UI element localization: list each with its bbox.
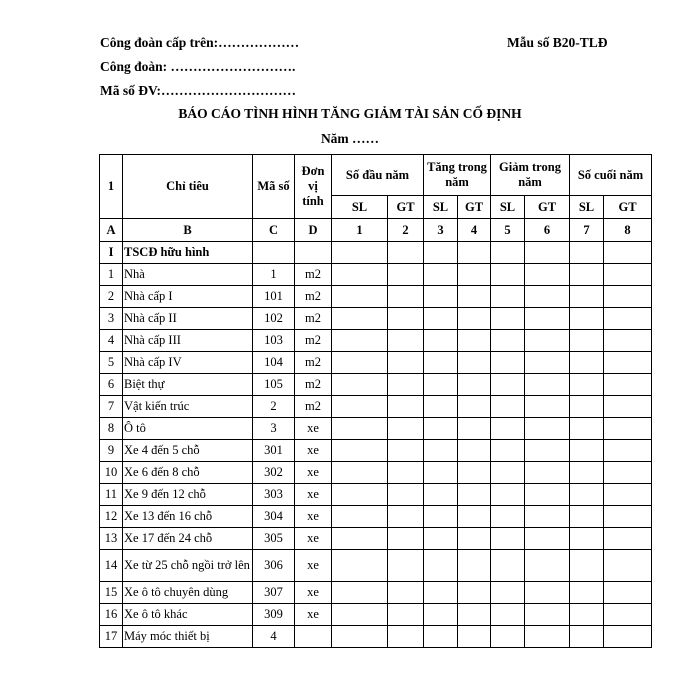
value-cell: [332, 440, 388, 462]
value-cell: [570, 604, 604, 626]
row-unit: m2: [295, 286, 332, 308]
value-cell: [525, 330, 570, 352]
value-cell: [424, 604, 458, 626]
value-cell: [604, 352, 652, 374]
row-unit: xe: [295, 418, 332, 440]
row-unit: xe: [295, 528, 332, 550]
value-cell: [604, 374, 652, 396]
row-indicator: Xe ô tô chuyên dùng: [123, 582, 253, 604]
table-row: [100, 264, 652, 286]
union-label: Công đoàn: ……………………….: [100, 59, 296, 74]
row-code: 4: [253, 626, 295, 648]
row-code: 102: [253, 308, 295, 330]
row-number: 15: [100, 582, 123, 604]
row-code: 3: [253, 418, 295, 440]
table-row: [100, 626, 652, 648]
value-cell: [525, 440, 570, 462]
row-number: 17: [100, 626, 123, 648]
header-indicator: Chỉ tiêu: [123, 155, 253, 219]
row-code: [253, 242, 295, 264]
table-row: [100, 374, 652, 396]
row-code: 307: [253, 582, 295, 604]
value-cell: [491, 462, 525, 484]
value-cell: [424, 242, 458, 264]
column-letter: 3: [424, 219, 458, 242]
value-cell: [604, 242, 652, 264]
value-cell: [458, 308, 491, 330]
value-cell: [424, 528, 458, 550]
value-cell: [570, 396, 604, 418]
value-cell: [525, 352, 570, 374]
row-indicator: Máy móc thiết bị: [123, 626, 253, 648]
value-cell: [458, 396, 491, 418]
row-number: 16: [100, 604, 123, 626]
unit-code-label: Mã số ĐV:…………………………: [100, 83, 297, 98]
row-code: 105: [253, 374, 295, 396]
value-cell: [424, 506, 458, 528]
value-cell: [458, 352, 491, 374]
table-row: [100, 418, 652, 440]
row-indicator: Xe 13 đến 16 chỗ: [123, 506, 253, 528]
value-cell: [388, 374, 424, 396]
value-cell: [491, 374, 525, 396]
value-cell: [458, 264, 491, 286]
value-cell: [388, 626, 424, 648]
row-code: 103: [253, 330, 295, 352]
row-indicator: Nhà cấp II: [123, 308, 253, 330]
value-cell: [332, 374, 388, 396]
value-cell: [388, 418, 424, 440]
value-cell: [388, 242, 424, 264]
value-cell: [570, 286, 604, 308]
value-cell: [604, 550, 652, 582]
row-indicator: Nhà: [123, 264, 253, 286]
row-number: 10: [100, 462, 123, 484]
row-number: 9: [100, 440, 123, 462]
row-unit: m2: [295, 374, 332, 396]
row-number: 6: [100, 374, 123, 396]
value-cell: [424, 352, 458, 374]
value-cell: [458, 582, 491, 604]
row-unit: m2: [295, 396, 332, 418]
column-letter: 7: [570, 219, 604, 242]
value-cell: [525, 308, 570, 330]
row-number: 11: [100, 484, 123, 506]
value-cell: [332, 264, 388, 286]
value-cell: [424, 286, 458, 308]
value-cell: [332, 242, 388, 264]
table-row: [100, 528, 652, 550]
value-cell: [604, 330, 652, 352]
column-letter: B: [123, 219, 253, 242]
header-gt: GT: [388, 196, 424, 219]
table-row: [100, 242, 652, 264]
value-cell: [458, 374, 491, 396]
table-row: [100, 286, 652, 308]
report-title: BÁO CÁO TÌNH HÌNH TĂNG GIẢM TÀI SẢN CỐ ĐỊNH: [178, 106, 522, 121]
value-cell: [332, 286, 388, 308]
value-cell: [570, 550, 604, 582]
value-cell: [458, 626, 491, 648]
value-cell: [604, 604, 652, 626]
value-cell: [525, 264, 570, 286]
row-unit: m2: [295, 308, 332, 330]
row-code: 2: [253, 396, 295, 418]
value-cell: [525, 550, 570, 582]
header-unit: Đơn vị tính: [295, 155, 332, 219]
value-cell: [424, 582, 458, 604]
column-letter: A: [100, 219, 123, 242]
table-row: [100, 352, 652, 374]
value-cell: [424, 484, 458, 506]
row-unit: xe: [295, 550, 332, 582]
header-increase: Tăng trong năm: [424, 155, 491, 196]
value-cell: [388, 396, 424, 418]
value-cell: [424, 330, 458, 352]
value-cell: [332, 528, 388, 550]
row-indicator: Ô tô: [123, 418, 253, 440]
value-cell: [424, 396, 458, 418]
value-cell: [525, 604, 570, 626]
value-cell: [570, 418, 604, 440]
value-cell: [458, 330, 491, 352]
value-cell: [604, 582, 652, 604]
value-cell: [458, 462, 491, 484]
value-cell: [458, 506, 491, 528]
value-cell: [458, 286, 491, 308]
value-cell: [388, 528, 424, 550]
table-row: [100, 396, 652, 418]
value-cell: [525, 286, 570, 308]
value-cell: [424, 626, 458, 648]
row-unit: xe: [295, 462, 332, 484]
value-cell: [570, 374, 604, 396]
value-cell: [332, 308, 388, 330]
row-number: 7: [100, 396, 123, 418]
value-cell: [424, 462, 458, 484]
column-letter: 8: [604, 219, 652, 242]
row-indicator: Nhà cấp III: [123, 330, 253, 352]
value-cell: [491, 604, 525, 626]
value-cell: [525, 484, 570, 506]
value-cell: [491, 418, 525, 440]
row-unit: m2: [295, 330, 332, 352]
value-cell: [525, 396, 570, 418]
row-indicator: Vật kiến trúc: [123, 396, 253, 418]
row-code: 306: [253, 550, 295, 582]
value-cell: [525, 418, 570, 440]
value-cell: [491, 308, 525, 330]
value-cell: [332, 550, 388, 582]
row-indicator: Xe 17 đến 24 chỗ: [123, 528, 253, 550]
column-letter: D: [295, 219, 332, 242]
header-sl: SL: [491, 196, 525, 219]
value-cell: [458, 604, 491, 626]
value-cell: [570, 626, 604, 648]
table-row: [100, 308, 652, 330]
upper-union-label: Công đoàn cấp trên:………………: [100, 35, 300, 50]
value-cell: [491, 396, 525, 418]
row-number: I: [100, 242, 123, 264]
row-unit: m2: [295, 264, 332, 286]
row-number: 5: [100, 352, 123, 374]
value-cell: [458, 528, 491, 550]
row-number: 12: [100, 506, 123, 528]
report-year: Năm ……: [320, 131, 380, 146]
value-cell: [332, 330, 388, 352]
value-cell: [332, 604, 388, 626]
value-cell: [388, 264, 424, 286]
row-unit: xe: [295, 506, 332, 528]
row-indicator: Biệt thự: [123, 374, 253, 396]
value-cell: [525, 374, 570, 396]
column-letter: 5: [491, 219, 525, 242]
row-unit: xe: [295, 484, 332, 506]
value-cell: [424, 440, 458, 462]
column-letter: 4: [458, 219, 491, 242]
value-cell: [332, 462, 388, 484]
value-cell: [332, 418, 388, 440]
table-row: [100, 604, 652, 626]
header-decrease: Giảm trong năm: [491, 155, 570, 196]
row-indicator: Xe từ 25 chỗ ngồi trở lên: [123, 550, 253, 582]
table-row: [100, 506, 652, 528]
value-cell: [491, 484, 525, 506]
value-cell: [604, 396, 652, 418]
row-unit: xe: [295, 582, 332, 604]
value-cell: [332, 506, 388, 528]
header-sl: SL: [332, 196, 388, 219]
value-cell: [424, 308, 458, 330]
value-cell: [491, 330, 525, 352]
row-number: 8: [100, 418, 123, 440]
value-cell: [604, 506, 652, 528]
column-letter-row: [100, 219, 652, 242]
value-cell: [570, 242, 604, 264]
value-cell: [491, 352, 525, 374]
value-cell: [458, 242, 491, 264]
row-unit: [295, 626, 332, 648]
value-cell: [525, 506, 570, 528]
value-cell: [332, 484, 388, 506]
value-cell: [388, 352, 424, 374]
value-cell: [458, 550, 491, 582]
header-code: Mã số: [253, 155, 295, 219]
row-code: 304: [253, 506, 295, 528]
value-cell: [332, 352, 388, 374]
value-cell: [332, 626, 388, 648]
row-code: 303: [253, 484, 295, 506]
row-indicator: Nhà cấp IV: [123, 352, 253, 374]
header-gt: GT: [525, 196, 570, 219]
row-code: 305: [253, 528, 295, 550]
column-letter: 6: [525, 219, 570, 242]
value-cell: [525, 528, 570, 550]
table-row: [100, 484, 652, 506]
header-sl: SL: [570, 196, 604, 219]
row-code: 101: [253, 286, 295, 308]
value-cell: [424, 374, 458, 396]
value-cell: [424, 550, 458, 582]
value-cell: [570, 264, 604, 286]
value-cell: [570, 484, 604, 506]
asset-report-table: [99, 154, 652, 648]
value-cell: [570, 352, 604, 374]
value-cell: [491, 506, 525, 528]
value-cell: [491, 440, 525, 462]
row-code: 302: [253, 462, 295, 484]
row-indicator: Xe 6 đến 8 chỗ: [123, 462, 253, 484]
value-cell: [458, 418, 491, 440]
value-cell: [332, 582, 388, 604]
row-code: 1: [253, 264, 295, 286]
value-cell: [491, 286, 525, 308]
value-cell: [525, 582, 570, 604]
value-cell: [458, 440, 491, 462]
row-unit: xe: [295, 604, 332, 626]
row-number: 13: [100, 528, 123, 550]
value-cell: [424, 264, 458, 286]
value-cell: [570, 582, 604, 604]
value-cell: [604, 462, 652, 484]
row-indicator: Nhà cấp I: [123, 286, 253, 308]
row-number: 2: [100, 286, 123, 308]
row-unit: [295, 242, 332, 264]
value-cell: [604, 418, 652, 440]
row-unit: xe: [295, 440, 332, 462]
value-cell: [604, 308, 652, 330]
value-cell: [604, 286, 652, 308]
value-cell: [388, 308, 424, 330]
value-cell: [388, 286, 424, 308]
value-cell: [332, 396, 388, 418]
value-cell: [388, 440, 424, 462]
value-cell: [570, 330, 604, 352]
table-row: [100, 330, 652, 352]
value-cell: [424, 418, 458, 440]
header-gt: GT: [604, 196, 652, 219]
header-opening: Số đầu năm: [332, 155, 424, 196]
value-cell: [604, 440, 652, 462]
value-cell: [458, 484, 491, 506]
value-cell: [604, 264, 652, 286]
value-cell: [570, 462, 604, 484]
row-unit: m2: [295, 352, 332, 374]
header-no: 1: [100, 155, 123, 219]
table-row: [100, 440, 652, 462]
value-cell: [491, 264, 525, 286]
table-row: [100, 550, 652, 582]
header-sl: SL: [424, 196, 458, 219]
value-cell: [491, 550, 525, 582]
table-row: [100, 462, 652, 484]
value-cell: [388, 604, 424, 626]
row-number: 14: [100, 550, 123, 582]
row-number: 3: [100, 308, 123, 330]
row-indicator: Xe ô tô khác: [123, 604, 253, 626]
header-gt: GT: [458, 196, 491, 219]
value-cell: [491, 528, 525, 550]
value-cell: [388, 550, 424, 582]
value-cell: [388, 462, 424, 484]
value-cell: [570, 528, 604, 550]
row-code: 104: [253, 352, 295, 374]
column-letter: C: [253, 219, 295, 242]
row-code: 301: [253, 440, 295, 462]
value-cell: [604, 484, 652, 506]
row-indicator: Xe 9 đến 12 chỗ: [123, 484, 253, 506]
value-cell: [525, 242, 570, 264]
form-code: Mẫu số B20-TLĐ: [507, 35, 608, 50]
value-cell: [491, 582, 525, 604]
row-indicator: Xe 4 đến 5 chỗ: [123, 440, 253, 462]
value-cell: [491, 626, 525, 648]
column-letter: 1: [332, 219, 388, 242]
row-number: 1: [100, 264, 123, 286]
row-indicator: TSCĐ hữu hình: [123, 242, 253, 264]
value-cell: [491, 242, 525, 264]
column-letter: 2: [388, 219, 424, 242]
value-cell: [570, 506, 604, 528]
value-cell: [604, 626, 652, 648]
value-cell: [570, 440, 604, 462]
value-cell: [525, 626, 570, 648]
header-closing: Số cuối năm: [570, 155, 652, 196]
row-code: 309: [253, 604, 295, 626]
value-cell: [388, 330, 424, 352]
table-row: [100, 582, 652, 604]
value-cell: [604, 528, 652, 550]
value-cell: [388, 582, 424, 604]
row-number: 4: [100, 330, 123, 352]
value-cell: [570, 308, 604, 330]
value-cell: [388, 484, 424, 506]
value-cell: [388, 506, 424, 528]
value-cell: [525, 462, 570, 484]
